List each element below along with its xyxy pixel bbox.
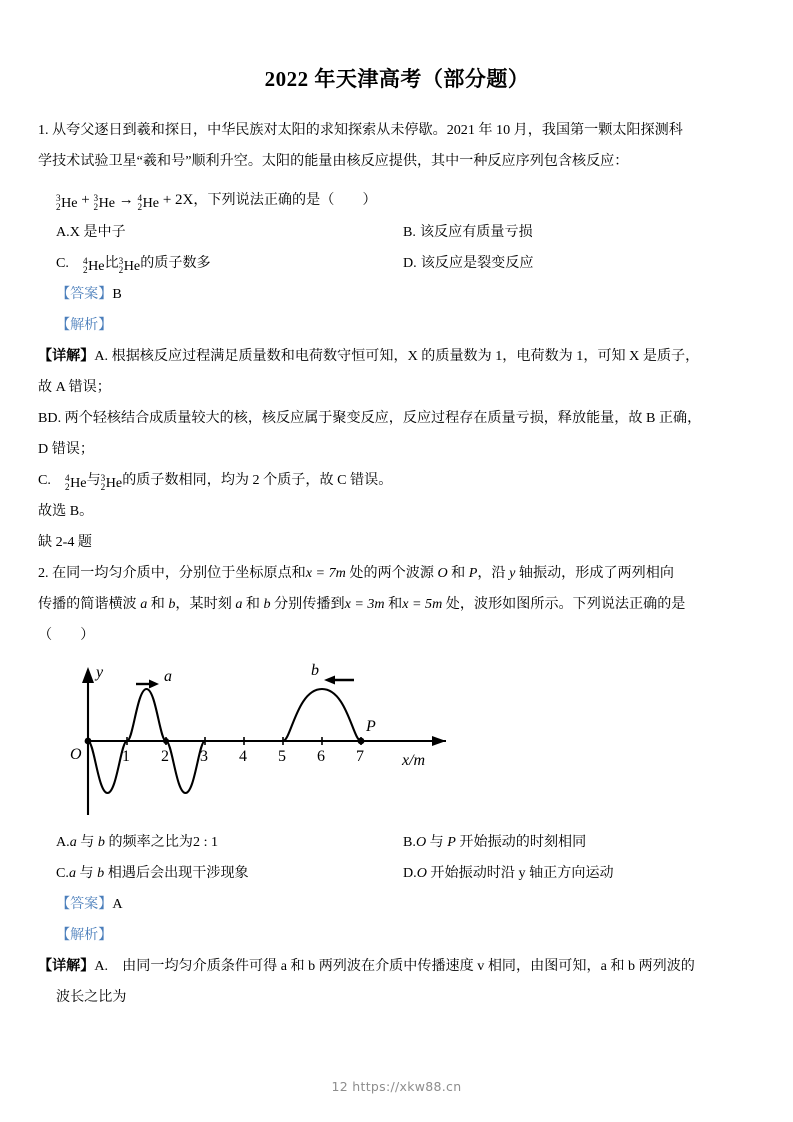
- q2-option-b-key: B.: [403, 834, 416, 850]
- reaction-arrow: →: [118, 192, 134, 208]
- q1-analysis-label-text: 【解析】: [56, 317, 113, 333]
- q1-option-b[interactable]: [393, 217, 756, 248]
- q2-detail-label: 【详解】: [38, 958, 95, 974]
- q2-stem-line1: [38, 558, 756, 589]
- q1-option-d[interactable]: [393, 248, 756, 279]
- q2-options-row-1: [38, 827, 756, 858]
- q2-option-a-sym2: b: [97, 834, 105, 850]
- origin-point: [85, 738, 92, 745]
- q2-option-c-mid: 与: [75, 865, 98, 881]
- y-axis-arrow: [82, 667, 94, 683]
- plus-sign-2: +: [162, 192, 172, 208]
- q1-option-c-after: 的质子数多: [140, 255, 211, 271]
- q2-stem-wave-b1: b: [168, 596, 176, 612]
- q1-answer-label: 【答案】: [56, 286, 113, 302]
- q2-stem-line2: [38, 589, 756, 620]
- q2-option-c-end: 相遇后会出现干涉现象: [104, 865, 249, 881]
- q1-option-a[interactable]: [38, 217, 393, 248]
- q2-stem-2d: 和: [242, 596, 264, 612]
- q1-detail-a-line1: [38, 341, 756, 372]
- x-tick-6: 6: [317, 748, 325, 765]
- nuclide-he3-b: 3 2 He: [93, 192, 116, 213]
- x-tick-5: 5: [278, 748, 286, 765]
- x-axis-label: x/m: [402, 752, 426, 769]
- q1-option-a-key: A.: [56, 224, 70, 240]
- q2-stem-2g: 处，波形如图所示。下列说法正确的是: [442, 596, 686, 612]
- q2-stem-source-p: P: [468, 565, 478, 581]
- q2-option-b-end: 开始振动的时刻相同: [455, 834, 587, 850]
- nuclide-he3-detail: 3 2 He: [100, 472, 123, 493]
- wave-a-label: a: [164, 668, 172, 685]
- q1-options-row-1: [38, 217, 756, 248]
- q2-stem-wave-a1: a: [140, 596, 148, 612]
- y-axis-label: y: [96, 664, 104, 681]
- q1-option-c[interactable]: [38, 248, 393, 279]
- q2-option-a-key: A.: [56, 834, 70, 850]
- q1-conclusion: 故选 B。: [38, 503, 94, 519]
- q1-detail-bd-line1: BD. 两个轻核结合成质量较大的核，核反应属于聚变反应，反应过程存在质量亏损，释放能量，故 B 正确，: [38, 410, 702, 426]
- nuclide-he4: 4 2 He: [137, 192, 160, 213]
- q2-stem-1a: 2. 在同一均匀介质中，分别位于坐标原点和: [38, 565, 306, 581]
- q2-answer-value: A: [112, 896, 123, 912]
- q2-analysis-label: [38, 920, 756, 951]
- x-tick-4: 4: [239, 748, 247, 765]
- q2-stem-2f: 和: [384, 596, 403, 612]
- document-content: [38, 0, 756, 1013]
- q2-stem-line3: （ ）: [38, 627, 95, 643]
- q2-stem-source-o: O: [437, 565, 448, 581]
- q1-analysis-label: [38, 310, 756, 341]
- q1-detail-c-prefix: C.: [38, 472, 66, 488]
- q2-option-d[interactable]: [393, 858, 756, 889]
- q1-option-d-text: 该反应是裂变反应: [420, 255, 534, 271]
- q2-stem-2b: 和: [147, 596, 169, 612]
- q2-option-d-sym1: O: [416, 865, 427, 881]
- q2-analysis-label-text: 【解析】: [56, 927, 113, 943]
- q2-option-d-end: 开始振动时沿 y 轴正方向运动: [426, 865, 614, 881]
- q2-option-a-mid: 与: [76, 834, 98, 850]
- q1-option-c-mid: 比: [104, 255, 119, 271]
- q2-detail-line2: 波长之比为: [56, 989, 127, 1005]
- q2-option-c[interactable]: [38, 858, 393, 889]
- q2-option-a-sym1: a: [69, 834, 77, 850]
- q1-stem-line1: 1. 从夸父逐日到羲和探日，中华民族对太阳的求知探索从未停歇。2021 年 10 月，我国第一颗太阳探测科: [38, 122, 683, 138]
- x-axis-arrow: [432, 736, 446, 746]
- q2-option-c-key: C.: [56, 865, 69, 881]
- wave-b-label: b: [311, 662, 319, 679]
- q2-answer: [38, 889, 756, 920]
- q1-detail-c-mid: 与: [86, 472, 101, 488]
- q2-option-a-end: 的频率之比为2 : 1: [104, 834, 219, 850]
- q1-answer: [38, 279, 756, 310]
- q1-answer-value: B: [112, 286, 122, 302]
- point-p-marker: [358, 738, 365, 745]
- q2-stem-1c: 和: [447, 565, 469, 581]
- q1-detail-c-suffix: 的质子数相同，均为 2 个质子，故 C 错误。: [122, 472, 393, 488]
- x-tick-1: 1: [122, 748, 130, 765]
- wave-a-node-point: [163, 738, 169, 744]
- q1-option-c-key: C.: [56, 255, 84, 271]
- q2-stem-x7: x = 7m: [305, 565, 346, 581]
- q1-option-b-key: B.: [403, 224, 416, 240]
- q1-option-d-key: D.: [403, 255, 417, 271]
- q2-option-b[interactable]: [393, 827, 756, 858]
- wave-a-direction-arrow: [136, 680, 159, 689]
- q2-option-d-key: D.: [403, 865, 417, 881]
- wave-diagram-svg: [66, 655, 486, 827]
- figure-labels: [70, 662, 425, 769]
- page-footer: 12 https://xkw88.cn: [331, 1079, 462, 1094]
- q2-detail-line1: [38, 951, 756, 982]
- product-2x: 2X: [175, 192, 194, 208]
- nuclide-he3-inline: 3 2 He: [118, 255, 141, 276]
- q2-option-b-sym1: O: [415, 834, 427, 850]
- q2-stem-axis-y: y: [509, 565, 516, 581]
- nuclide-he4-inline: 4 2 He: [83, 255, 105, 276]
- q2-stem-wave-b2: b: [263, 596, 271, 612]
- q2-stem-2c: ，某时刻: [175, 596, 236, 612]
- q2-option-b-mid: 与: [426, 834, 448, 850]
- q1-question-tail: ，下列说法正确的是（ ）: [193, 192, 377, 208]
- q2-option-c-sym1: a: [68, 865, 76, 881]
- x-tick-2: 2: [161, 748, 169, 765]
- missing-questions-note: 缺 2-4 题: [38, 534, 93, 550]
- q2-options-row-2: [38, 858, 756, 889]
- nuclide-he4-detail: 4 2 He: [65, 472, 87, 493]
- q1-options-row-2: [38, 248, 756, 279]
- q2-stem-1d: ，沿: [477, 565, 510, 581]
- plus-sign-1: +: [81, 192, 90, 208]
- x-tick-3: 3: [200, 748, 208, 765]
- q2-stem-x5: x = 5m: [402, 596, 443, 612]
- q1-nuclear-equation: [38, 183, 756, 217]
- q1-detail-a-line2: 故 A 错误；: [38, 379, 111, 395]
- q2-option-a[interactable]: [38, 827, 393, 858]
- wave-b-direction-arrow: [324, 676, 354, 685]
- q2-option-c-sym2: b: [97, 865, 105, 881]
- q2-stem-2a: 传播的简谐横波: [38, 596, 141, 612]
- wave-b-curve: [283, 689, 361, 741]
- q2-detail-line1-text: A. 由同一均匀介质条件可得 a 和 b 两列波在介质中传播速度 v 相同，由图可知，a 和 b 两列波的: [94, 958, 695, 974]
- origin-label: O: [70, 746, 82, 763]
- q2-stem-wave-a2: a: [235, 596, 243, 612]
- wave-diagram: [38, 655, 756, 827]
- q1-option-b-text: 该反应有质量亏损: [419, 224, 533, 240]
- q2-answer-label: 【答案】: [56, 896, 113, 912]
- q2-stem-x3: x = 3m: [344, 596, 385, 612]
- q1-detail-c-line: [38, 465, 756, 496]
- q1-detail-bd-line2: D 错误；: [38, 441, 94, 457]
- point-p-label: P: [366, 718, 376, 735]
- q2-stem-2e: 分别传播到: [270, 596, 345, 612]
- q2-option-b-sym2: P: [447, 834, 456, 850]
- q2-stem-1b: 处的两个波源: [345, 565, 438, 581]
- nuclide-he3-a: 3 2 He: [56, 192, 78, 213]
- q1-detail-a-text: A. 根据核反应过程满足质量数和电荷数守恒可知，X 的质量数为 1，电荷数为 1，可知 X 是质子，: [94, 348, 700, 364]
- q1-detail-label: 【详解】: [38, 348, 95, 364]
- page-title: 2022 年天津高考（部分题）: [264, 67, 530, 91]
- x-tick-7: 7: [356, 748, 364, 765]
- q2-stem-1e: 轴振动，形成了两列相向: [515, 565, 674, 581]
- q1-option-a-text: X 是中子: [69, 224, 126, 240]
- q1-stem-line2: 学技术试验卫星“羲和号”顺利升空。太阳的能量由核反应提供，其中一种反应序列包含核反应：: [38, 153, 629, 169]
